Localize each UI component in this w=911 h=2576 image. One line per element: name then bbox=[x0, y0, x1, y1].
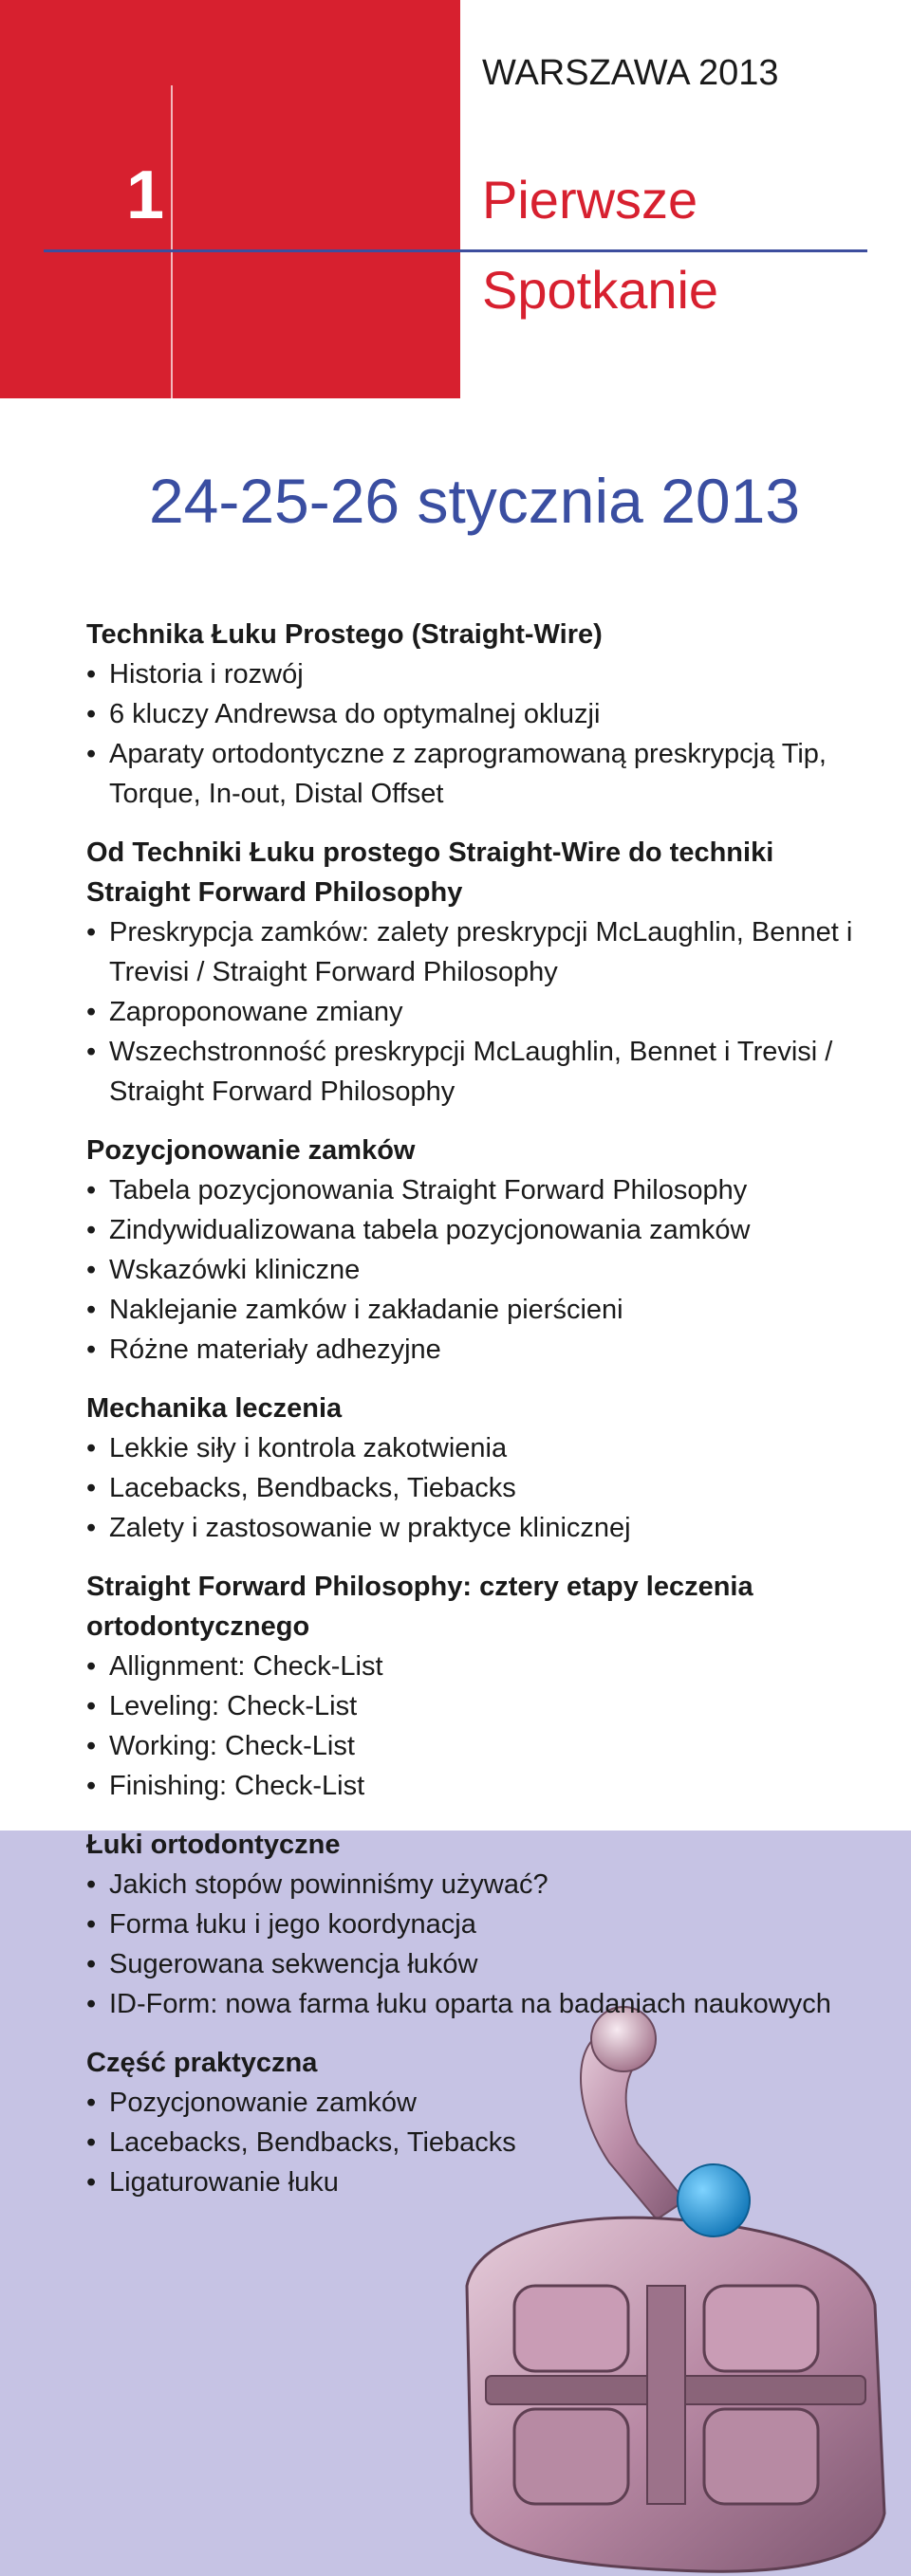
list-item: • Leveling: Check-List bbox=[86, 1686, 874, 1726]
list-item: • Naklejanie zamków i zakładanie pierścieni bbox=[86, 1290, 874, 1330]
header-vertical-line bbox=[171, 85, 173, 398]
section bbox=[86, 1131, 874, 1370]
list-item: • Forma łuku i jego koordynacja bbox=[86, 1904, 874, 1944]
section bbox=[86, 1389, 874, 1548]
header-horizontal-line bbox=[44, 249, 867, 252]
section-title: Pozycjonowanie zamków bbox=[86, 1135, 416, 1166]
city-year: WARSZAWA 2013 bbox=[482, 53, 779, 93]
section-list bbox=[86, 1428, 874, 1548]
list-item: • Aparaty ortodontyczne z zaprogramowaną preskrypcją Tip, Torque, In-out, Distal Offset bbox=[86, 734, 874, 814]
section-list bbox=[86, 654, 874, 814]
event-date: 24-25-26 stycznia 2013 bbox=[148, 466, 801, 536]
list-item: • Zindywidualizowana tabela pozycjonowania zamków bbox=[86, 1210, 874, 1250]
section-title: Straight Forward Philosophy: cztery etapy leczenia ortodontycznego bbox=[86, 1572, 753, 1642]
program-content bbox=[86, 615, 874, 2221]
list-item: • 6 kluczy Andrewsa do optymalnej okluzji bbox=[86, 694, 874, 734]
title-line-1: Pierwsze bbox=[482, 170, 698, 230]
list-item: • Historia i rozwój bbox=[86, 654, 874, 694]
list-item: • Ligaturowanie łuku bbox=[86, 2162, 874, 2202]
list-item: • Lacebacks, Bendbacks, Tiebacks bbox=[86, 1468, 874, 1508]
section bbox=[86, 1825, 874, 2024]
section-title: Część praktyczna bbox=[86, 2048, 318, 2078]
section-title: Technika Łuku Prostego (Straight-Wire) bbox=[86, 619, 603, 650]
section-list bbox=[86, 1647, 874, 1806]
list-item: • Lacebacks, Bendbacks, Tiebacks bbox=[86, 2123, 874, 2162]
list-item: • Zalety i zastosowanie w praktyce klinicznej bbox=[86, 1508, 874, 1548]
list-item: • Wszechstronność preskrypcji McLaughlin, Bennet i Trevisi / Straight Forward Philosophy bbox=[86, 1032, 874, 1112]
section bbox=[86, 1567, 874, 1806]
section-title: Od Techniki Łuku prostego Straight-Wire do techniki Straight Forward Philosophy bbox=[86, 837, 774, 908]
section-list bbox=[86, 912, 874, 1112]
list-item: • Working: Check-List bbox=[86, 1726, 874, 1766]
meeting-number: 1 bbox=[126, 157, 165, 233]
list-item: • ID-Form: nowa farma łuku oparta na badaniach naukowych bbox=[86, 1984, 874, 2024]
section bbox=[86, 2043, 874, 2202]
list-item: • Preskrypcja zamków: zalety preskrypcji McLaughlin, Bennet i Trevisi / Straight Forward Philosophy bbox=[86, 912, 874, 992]
list-item: • Tabela pozycjonowania Straight Forward Philosophy bbox=[86, 1170, 874, 1210]
section-list bbox=[86, 1170, 874, 1370]
list-item: • Pozycjonowanie zamków bbox=[86, 2083, 874, 2123]
section-list bbox=[86, 2083, 874, 2202]
list-item: • Allignment: Check-List bbox=[86, 1647, 874, 1686]
list-item: • Różne materiały adhezyjne bbox=[86, 1330, 874, 1370]
list-item: • Zaproponowane zmiany bbox=[86, 992, 874, 1032]
list-item: • Finishing: Check-List bbox=[86, 1766, 874, 1806]
section bbox=[86, 615, 874, 814]
list-item: • Lekkie siły i kontrola zakotwienia bbox=[86, 1428, 874, 1468]
section bbox=[86, 833, 874, 1112]
title-line-2: Spotkanie bbox=[482, 260, 719, 320]
list-item: • Jakich stopów powinniśmy używać? bbox=[86, 1865, 874, 1904]
section-title: Łuki ortodontyczne bbox=[86, 1830, 341, 1860]
header-red-block bbox=[0, 0, 460, 398]
list-item: • Wskazówki kliniczne bbox=[86, 1250, 874, 1290]
section-list bbox=[86, 1865, 874, 2024]
list-item: • Sugerowana sekwencja łuków bbox=[86, 1944, 874, 1984]
section-title: Mechanika leczenia bbox=[86, 1393, 343, 1424]
